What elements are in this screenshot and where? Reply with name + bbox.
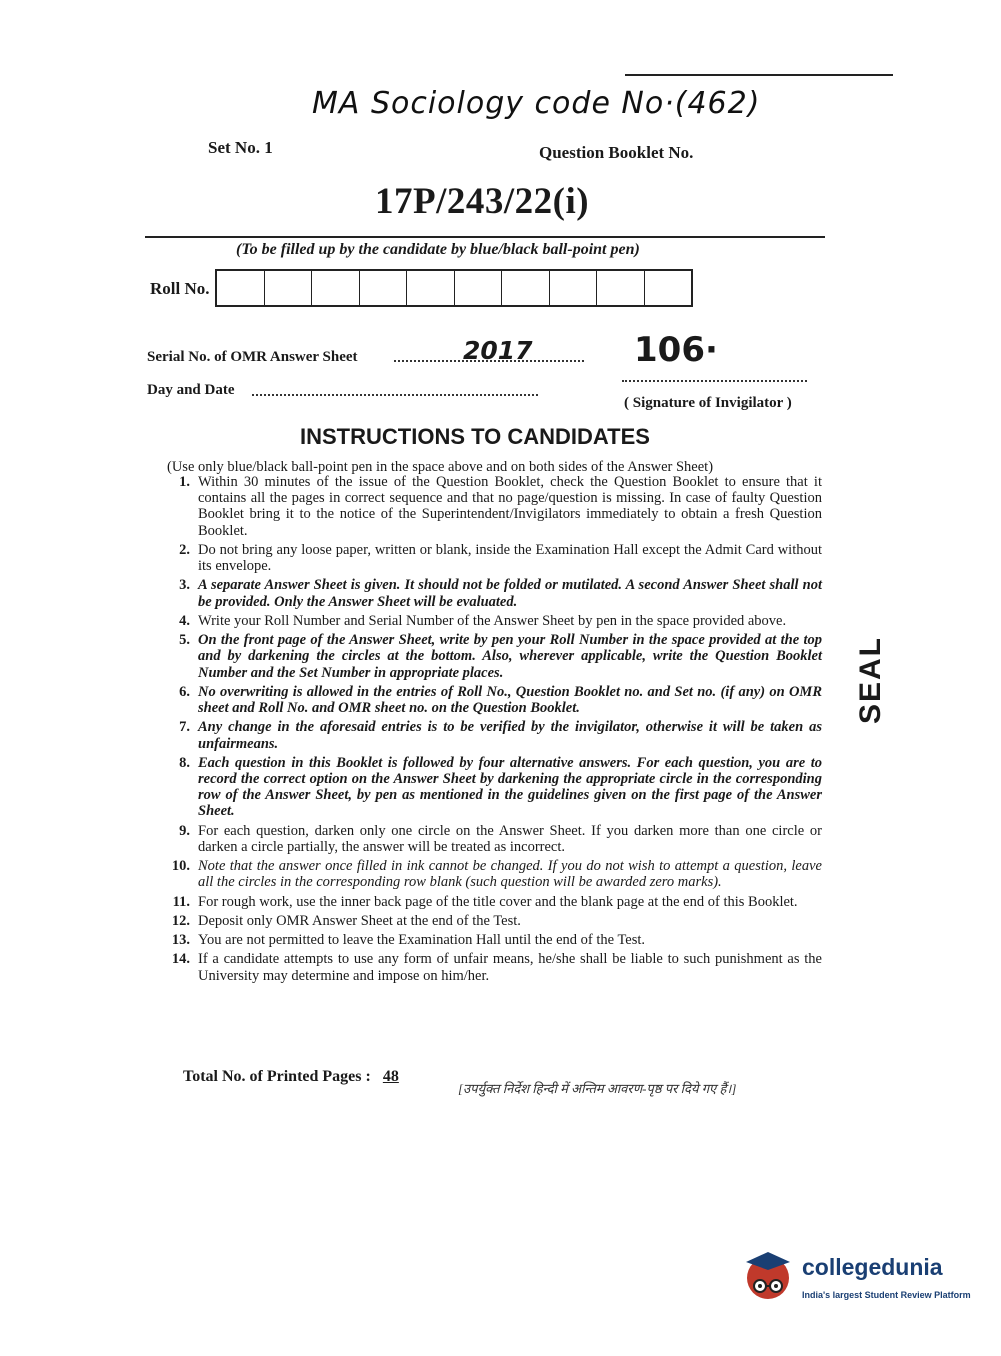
logo-tagline: India's largest Student Review Platform [802, 1290, 971, 1300]
set-number: Set No. 1 [208, 138, 273, 157]
item-number: 3. [179, 577, 190, 594]
seal-label [851, 630, 891, 730]
item-text: Deposit only OMR Answer Sheet at the end of the Test. [198, 912, 521, 929]
item-text: On the front page of the Answer Sheet, write by pen your Roll Number in the space provided at the top and by darkening the circles at the bottom. Also, wherever applicable, write the Question Booklet Number and the Set Number in appropriate places. [198, 632, 822, 681]
item-text: Each question in this Booklet is followed by four alternative answers. For each question, you are to record the correct option on the Answer Sheet by darkening the appropriate circle in the corresponding row of the Answer Sheet, by pen as mentioned in the guidelines given on the first page of the Answer Sheet. [198, 754, 822, 820]
question-booklet-label: Question Booklet No. [539, 143, 694, 162]
list-item [160, 858, 822, 890]
fill-note: (To be filled up by the candidate by blue/black ball-point pen) [236, 241, 640, 258]
item-number: 12. [171, 912, 190, 929]
roll-digit-box[interactable] [455, 271, 503, 305]
invigilator-handwritten: 106· [634, 330, 718, 370]
seal-text: SEAL [854, 635, 887, 725]
signature-dotted-line [622, 380, 807, 382]
roll-digit-box[interactable] [597, 271, 645, 305]
instructions-intro: (Use only blue/black ball-point pen in the space above and on both sides of the Answer Sheet) [167, 459, 714, 475]
list-item [160, 755, 822, 820]
roll-digit-box[interactable] [645, 271, 692, 305]
list-item [160, 719, 822, 751]
day-date-label: Day and Date [147, 382, 235, 398]
instructions-heading: INSTRUCTIONS TO CANDIDATES [300, 424, 650, 449]
item-number: 2. [179, 541, 190, 558]
mascot-icon [742, 1248, 800, 1310]
total-pages [183, 1068, 399, 1086]
total-pages-label: Total No. of Printed Pages : [183, 1068, 371, 1085]
header-divider [145, 236, 825, 238]
item-text: Any change in the aforesaid entries is to be verified by the invigilator, otherwise it will be taken as unfairmeans. [198, 719, 822, 752]
item-number: 13. [171, 932, 190, 949]
list-item [160, 474, 822, 539]
item-number: 7. [179, 719, 190, 736]
instructions-list [160, 474, 822, 987]
roll-digit-box[interactable] [550, 271, 598, 305]
list-item [160, 632, 822, 681]
roll-digit-box[interactable] [312, 271, 360, 305]
roll-digit-box[interactable] [360, 271, 408, 305]
list-item [160, 894, 822, 910]
roll-label: Roll No. [150, 279, 210, 298]
item-number: 10. [171, 858, 190, 875]
day-date-dotted-line [252, 394, 538, 396]
list-item [160, 951, 822, 983]
item-text: Do not bring any loose paper, written or blank, inside the Examination Hall except the Admit Card without its envelope. [198, 541, 822, 575]
list-item [160, 577, 822, 609]
item-text: You are not permitted to leave the Examination Hall until the end of the Test. [198, 932, 646, 949]
roll-number-boxes[interactable] [215, 269, 693, 307]
item-number: 8. [179, 754, 190, 771]
roll-digit-box[interactable] [502, 271, 550, 305]
list-item [160, 542, 822, 574]
item-number: 9. [179, 822, 190, 839]
handwritten-title: MA Sociology code No·(462) [312, 86, 761, 121]
collegedunia-logo[interactable] [742, 1248, 972, 1310]
item-number: 5. [179, 632, 190, 649]
signature-label: ( Signature of Invigilator ) [624, 395, 792, 411]
serial-label: Serial No. of OMR Answer Sheet [147, 349, 358, 365]
serial-handwritten: 2017 [463, 336, 533, 365]
list-item [160, 823, 822, 855]
item-text: Within 30 minutes of the issue of the Question Booklet, check the Question Booklet to ensure that it contains all the pages in correct sequence and that no page/question is missing. In case of faulty Question Booklet bring it to the notice of the Superintendent/Invigilators immediately to obtain a fresh Question Booklet. [198, 474, 822, 539]
item-text: A separate Answer Sheet is given. It should not be folded or mutilated. A second Answer Sheet shall not be provided. Only the Answer Sheet will be evaluated. [198, 577, 822, 610]
list-item [160, 913, 822, 929]
item-number: 4. [179, 612, 190, 629]
item-number: 11. [172, 893, 190, 910]
item-text: If a candidate attempts to use any form of unfair means, he/she shall be liable to such punishment as the University may determine and impose on him/her. [198, 951, 822, 984]
item-text: For each question, darken only one circle on the Answer Sheet. If you darken more than one circle or darken a circle partially, the answer will be treated as incorrect. [198, 822, 822, 855]
booklet-code: 17P/243/22(i) [375, 181, 590, 222]
hindi-note: [उपर्युक्त निर्देश हिन्दी में अन्तिम आवरण-पृष्ठ पर दिये गए हैं।] [458, 1081, 737, 1096]
list-item [160, 613, 822, 629]
item-text: For rough work, use the inner back page of the title cover and the blank page at the end of this Booklet. [198, 893, 798, 910]
list-item [160, 932, 822, 948]
logo-name: collegedunia [802, 1254, 943, 1280]
roll-digit-box[interactable] [217, 271, 265, 305]
list-item [160, 684, 822, 716]
total-pages-value: 48 [382, 1068, 399, 1085]
roll-digit-box[interactable] [407, 271, 455, 305]
item-text: Write your Roll Number and Serial Number of the Answer Sheet by pen in the space provided above. [198, 612, 787, 629]
top-rule [625, 74, 893, 76]
item-text: Note that the answer once filled in ink cannot be changed. If you do not wish to attempt a question, leave all the circles in the corresponding row blank (such question will be awarded zero marks). [198, 858, 822, 891]
roll-digit-box[interactable] [265, 271, 313, 305]
item-number: 1. [179, 474, 190, 490]
item-number: 6. [179, 683, 190, 700]
item-number: 14. [171, 951, 190, 968]
item-text: No overwriting is allowed in the entries of Roll No., Question Booklet no. and Set no. (if any) on OMR sheet and Roll No. and OMR sheet no. on the Question Booklet. [198, 683, 822, 717]
